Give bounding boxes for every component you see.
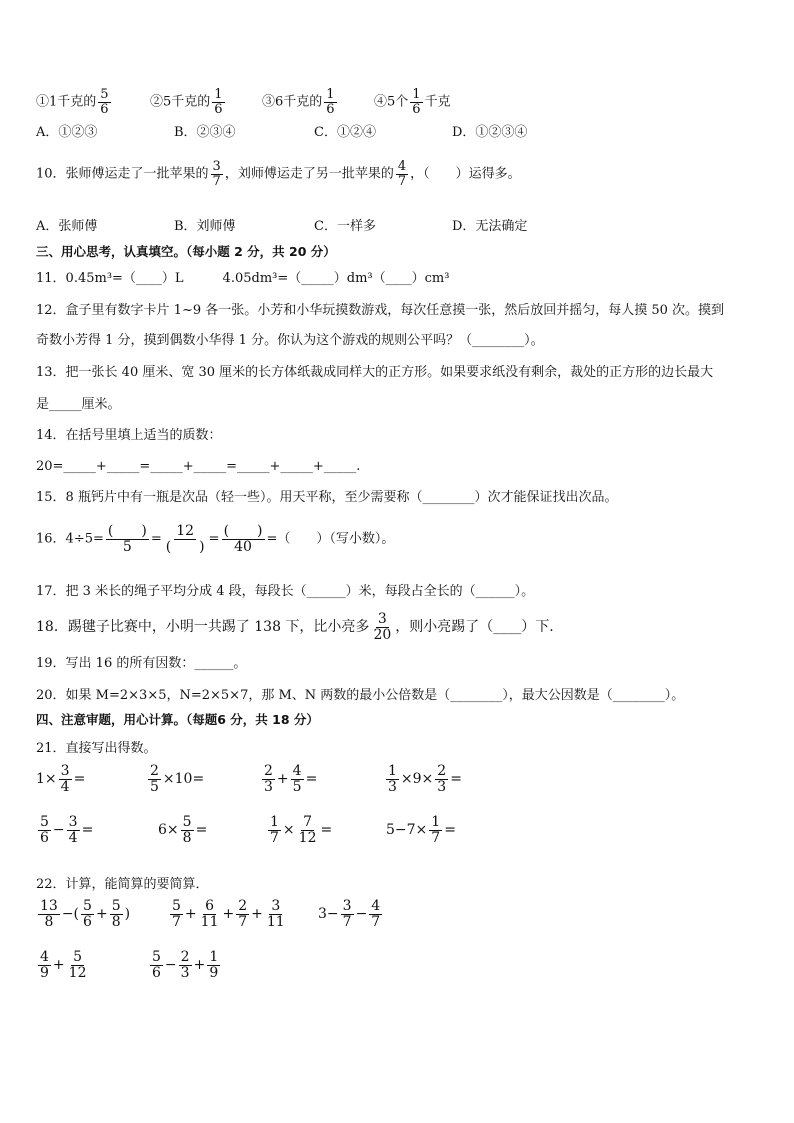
q14-line-2: 20=_____+_____=_____+_____=_____+_____+_____.	[36, 459, 361, 474]
q21-item-3: $\frac{2}{3}$ + $\frac{4}{5}$ =	[264, 763, 318, 795]
section-3-heading: 三、用心思考，认真填空。（每小题 2 分，共 20 分）	[36, 244, 336, 259]
q10-option-b[interactable]: B．刘师傅	[174, 219, 236, 234]
q15: 15．8 瓶钙片中有一瓶是次品（轻一些）。用天平称，至少需要称（________）次才能保证找出次品。	[36, 490, 618, 505]
q18: 18．踢毽子比赛中，小明一共踢了 138 下，比小亮多 $\frac{3}{20}$ ，则小亮踢了（____）下.	[36, 611, 554, 643]
q9-choice-1: ①1千克的 $\frac{5}{6}$	[36, 87, 109, 117]
q21-item-8: 5−7× $\frac{1}{7}$ =	[386, 814, 456, 846]
q22-expr-4: $\frac{4}{9}$ + $\frac{5}{12}$	[40, 949, 87, 981]
q20: 20．如果 M=2×3×5，N=2×5×7，那 M、N 两数的最小公倍数是（________），最大公因数是（________）。	[36, 688, 685, 703]
q9-choice-2: ②5千克的 $\frac{1}{6}$	[150, 87, 223, 117]
q9-choice-4: ④5个 $\frac{1}{6}$ 千克	[374, 87, 451, 117]
q10-option-d[interactable]: D．无法确定	[452, 219, 528, 234]
q9-option-d[interactable]: D．①②③④	[452, 125, 528, 140]
q21-item-7: $\frac{1}{7}$ × $\frac{7}{12}$ =	[270, 814, 333, 846]
q10-option-c[interactable]: C．一样多	[314, 219, 376, 234]
q22-expr-2: $\frac{5}{7}$ + $\frac{6}{11}$ + $\frac{2}{7}$ + $\frac{3}{11}$	[172, 898, 285, 930]
q16: 16．4÷5= $\frac{( )}{5}$ = $\frac{12}{( )}$ = $\frac{( )}{40}$ =（ ）（写小数）。	[36, 523, 395, 555]
q22-expr-1: $\frac{13}{8}$ −( $\frac{5}{6}$ + $\frac{5}{8}$ )	[40, 898, 131, 930]
q19: 19．写出 16 的所有因数：______。	[36, 656, 247, 671]
q10-question: 10．张师傅运走了一批苹果的 $\frac{3}{7}$ ，刘师傅运走了另一批苹果的 $\frac{4}{7}$ ，（ ）运得多。	[36, 159, 521, 189]
q10-option-a[interactable]: A．张师傅	[36, 219, 98, 234]
q9-choice-3: ③6千克的 $\frac{1}{6}$	[262, 87, 335, 117]
q12-line-1: 12．盒子里有数字卡片 1~9 各一张。小芳和小华玩摸数游戏，每次任意摸一张，然后放回并摇匀，每人摸 50 次。摸到	[36, 303, 725, 318]
q13-line-2: 是_____厘米。	[36, 397, 121, 412]
q22-expr-3: 3− $\frac{3}{7}$ − $\frac{4}{7}$	[318, 898, 381, 930]
q14-line-1: 14．在括号里填上适当的质数：	[36, 428, 222, 443]
q21-item-2: $\frac{2}{5}$ ×10=	[150, 763, 205, 795]
q12-line-2: 奇数小芳得 1 分，摸到偶数小华得 1 分。你认为这个游戏的规则公平吗？（________）。	[36, 333, 544, 348]
q11: 11．0.45m³=（____）L 4.05dm³=（_____）dm³（____）cm³	[36, 271, 450, 286]
q21-item-4: $\frac{1}{3}$ ×9× $\frac{2}{3}$ =	[388, 763, 462, 795]
q21-item-6: 6× $\frac{5}{8}$ =	[158, 814, 208, 846]
section-4-heading: 四、注意审题，用心计算。（每题6 分，共 18 分）	[36, 712, 319, 727]
q9-option-b[interactable]: B．②③④	[174, 125, 236, 140]
q13-line-1: 13．把一张长 40 厘米、宽 30 厘米的长方体纸裁成同样大的正方形。如果要求纸没有剩余，裁处的正方形的边长最大	[36, 365, 714, 380]
q22-title: 22．计算，能简算的要简算．	[36, 877, 209, 892]
q21-item-1: 1× $\frac{3}{4}$ =	[36, 763, 86, 795]
q22-expr-5: $\frac{5}{6}$ − $\frac{2}{3}$ + $\frac{1}{9}$	[152, 949, 219, 981]
q9-option-a[interactable]: A．①②③	[36, 125, 98, 140]
q9-option-c[interactable]: C．①②④	[314, 125, 376, 140]
q21-title: 21．直接写出得数。	[36, 741, 157, 756]
q17: 17．把 3 米长的绳子平均分成 4 段，每段长（______）米，每段占全长的（______）。	[36, 584, 535, 599]
q21-item-5: $\frac{5}{6}$ − $\frac{3}{4}$ =	[40, 814, 94, 846]
